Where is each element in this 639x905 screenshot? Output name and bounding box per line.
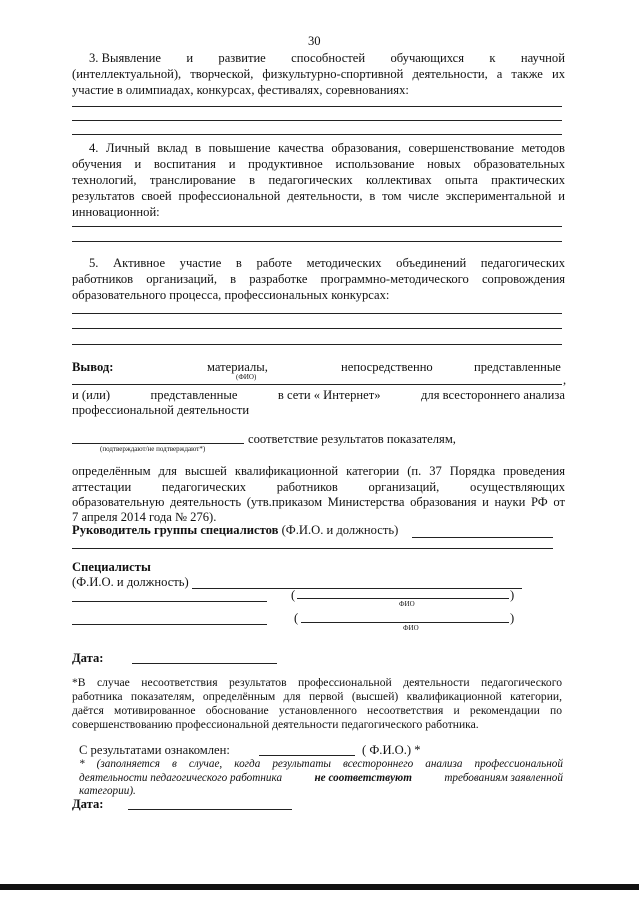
- conclusion-para-word: осуществляющих: [469, 480, 565, 494]
- item3-word: обучающихся: [390, 51, 465, 65]
- conclusion-word-presented: представленные: [474, 360, 561, 374]
- fill-line[interactable]: [72, 226, 562, 227]
- date-input-line[interactable]: [128, 809, 292, 810]
- specialist-1-fio-line[interactable]: [297, 598, 509, 599]
- conclusion-line3: профессиональной деятельности: [72, 403, 250, 417]
- item3-line1: [89, 51, 565, 66]
- conclusion-line2-word: в сети « Интернет»: [277, 388, 381, 402]
- acquaint-note-part: требованиям заявленной: [444, 772, 563, 784]
- conclusion-word-materials: материалы,: [207, 360, 268, 374]
- item4-line2: обучения и воспитания и продуктивное использование новых образовательных: [72, 157, 565, 171]
- item5-line1: 5. Активное участие в работе методических объединений педагогических: [89, 256, 565, 270]
- acquaint-note-line1: * (заполняется в случае, когда результаты всестороннего анализа профессиональной: [79, 758, 563, 770]
- footnote-line1: *В случае несоответствия результатов профессиональной деятельности педагогического: [72, 676, 562, 689]
- date-label: Дата:: [72, 651, 104, 665]
- specialist-2-fio-hint: ФИО: [403, 624, 419, 632]
- fill-line[interactable]: [72, 241, 562, 242]
- item3-word: научной: [520, 51, 565, 65]
- bottom-border-bar: [0, 884, 639, 890]
- item4-line5: инновационной:: [72, 205, 160, 219]
- acquaint-fio: ( Ф.И.О.) *: [362, 743, 421, 757]
- specialist-2-fio-line[interactable]: [301, 622, 509, 623]
- acquaint-input-line[interactable]: [259, 755, 355, 756]
- date-label: Дата:: [72, 797, 104, 811]
- footnote-line2: работника показателям, определённым для первой (высшей) квалификационной категории,: [72, 690, 562, 703]
- item4-line1: 4. Личный вклад в повышение качества образования, совершенствование методов: [89, 141, 565, 155]
- paren-close: ): [510, 611, 515, 625]
- conclusion-word-directly: непосредственно: [341, 360, 433, 374]
- item3-word: и: [186, 51, 194, 65]
- acquaint-note-part-bold: не соответствуют: [314, 772, 412, 784]
- acquaint-note-line3: категории).: [79, 785, 136, 797]
- acquaint-note-part: деятельности педагогического работника: [79, 772, 283, 784]
- specialist-1-position-line[interactable]: [72, 601, 267, 602]
- confirm-hint: (подтверждают/не подтверждают*): [100, 445, 206, 453]
- item3-word: способностей: [291, 51, 366, 65]
- fill-line[interactable]: [72, 120, 562, 121]
- conclusion-line2-word: представленные: [150, 388, 238, 402]
- item3-line2: (интеллектуальной), творческой, физкультурно-спортивной деятельности, а также их: [72, 67, 565, 81]
- fill-line[interactable]: [72, 106, 562, 107]
- specialists-input-line[interactable]: [192, 588, 522, 589]
- fio-hint: (ФИО): [236, 373, 257, 381]
- specialist-1-fio-hint: ФИО: [399, 600, 415, 608]
- date-input-line[interactable]: [132, 663, 277, 664]
- conclusion-comma: ,: [563, 373, 567, 387]
- acquaint-note-line2: [79, 772, 563, 785]
- item4-line3: технологий, транслирование в педагогических коллективах опыта практических: [72, 173, 565, 187]
- specialist-2-position-line[interactable]: [72, 624, 267, 625]
- conclusion-para-word: аттестации: [72, 480, 132, 494]
- fill-line[interactable]: [72, 548, 553, 549]
- conclusion-para-word: педагогических: [161, 480, 247, 494]
- conclusion-para-line1: определённым для высшей квалификационной категории (п. 37 Порядка проведения: [72, 464, 565, 478]
- head-of-group-input-line[interactable]: [412, 537, 553, 538]
- conclusion-label: Вывод:: [72, 360, 114, 374]
- conclusion-line2-word: и (или): [72, 388, 111, 402]
- conclusion-para-word: работников: [276, 480, 338, 494]
- item5-line3: образовательного процесса, профессиональных конкурсах:: [72, 288, 390, 302]
- item3-line3: участие в олимпиадах, конкурсах, фестивалях, соревнованиях:: [72, 83, 409, 97]
- item3-word: 3. Выявление: [89, 51, 161, 65]
- footnote-line3: даётся мотивированное обоснование установленного несоответствия и рекомендации по: [72, 704, 562, 717]
- item3-word: к: [489, 51, 496, 65]
- fill-line[interactable]: [72, 344, 562, 345]
- item4-line4: результатов своей профессиональной деятельности, в том числе экспериментальной и: [72, 189, 565, 203]
- specialists-suffix: (Ф.И.О. и должность): [72, 575, 189, 589]
- conclusion-para-line2: [72, 480, 565, 495]
- fio-input-line[interactable]: [72, 384, 562, 385]
- acquaint-text: С результатами ознакомлен:: [79, 743, 230, 757]
- paren-open: (: [294, 611, 299, 625]
- confirm-input-line[interactable]: [72, 443, 244, 444]
- head-of-group-label: Руководитель группы специалистов: [72, 523, 279, 537]
- item5-line2: работников организаций, в разработке программно-методического сопровождения: [72, 272, 565, 286]
- conclusion-line2-word: для всестороннего анализа: [421, 388, 565, 402]
- item3-word: развитие: [218, 51, 266, 65]
- paren-open: (: [291, 588, 296, 602]
- specialists-label: Специалисты: [72, 560, 151, 574]
- conclusion-match-text: соответствие результатов показателям,: [248, 432, 456, 446]
- head-of-group-suffix: (Ф.И.О. и должность): [281, 523, 399, 537]
- fill-line[interactable]: [72, 328, 562, 329]
- fill-line[interactable]: [72, 134, 562, 135]
- conclusion-para-line3: образовательную деятельность (утв.приказом Министерства образования и науки РФ от: [72, 495, 565, 509]
- fill-line[interactable]: [72, 313, 562, 314]
- paren-close: ): [510, 588, 515, 602]
- footnote-line4: совершенствованию профессиональной деятельности педагогического работника.: [72, 718, 479, 731]
- conclusion-line2: [72, 388, 565, 403]
- page-number: 30: [308, 34, 321, 48]
- head-of-group-line: [72, 523, 398, 538]
- conclusion-para-word: организаций,: [368, 480, 440, 494]
- conclusion-para-line4: 7 апреля 2014 года № 276).: [72, 510, 217, 524]
